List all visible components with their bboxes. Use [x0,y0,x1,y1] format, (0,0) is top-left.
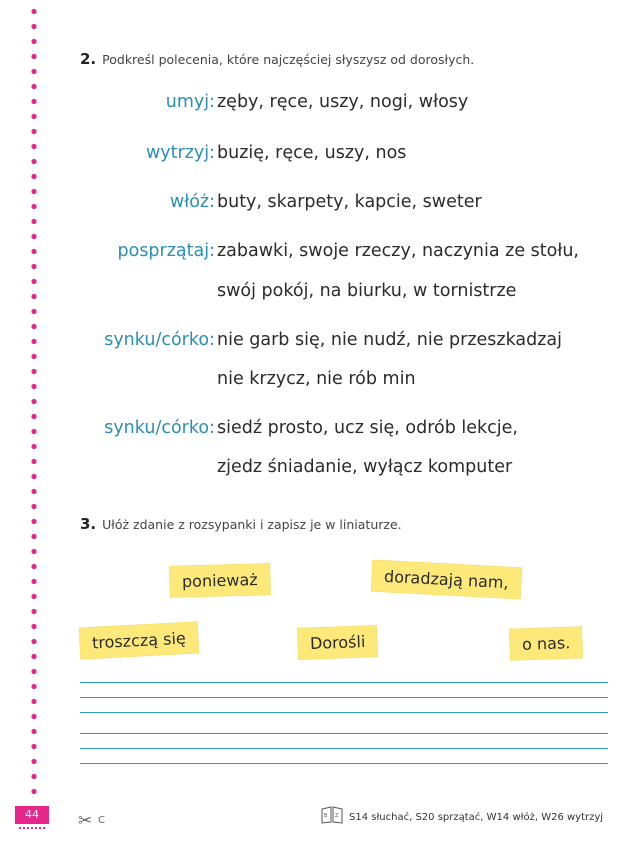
command-options[interactable]: zjedz śniadanie, wyłącz komputer [217,457,513,477]
command-keyword: umyj: [165,92,215,112]
command-options[interactable]: buty, skarpety, kapcie, sweter [217,192,482,212]
command-keyword: synku/córko: [104,330,215,350]
command-keyword: synku/córko: [104,418,215,438]
command-options[interactable]: nie krzycz, nie rób min [217,369,416,389]
book-icon [321,806,343,824]
scissors-icon: ✂ [78,811,93,831]
command-options[interactable]: buzię, ręce, uszy, nos [217,143,407,163]
task-instruction: Ułóż zdanie z rozsypanki i zapisz je w liniaturze. [102,517,402,532]
word-card[interactable]: troszczą się [79,622,198,659]
command-options[interactable]: zabawki, swoje rzeczy, naczynia ze stołu, [217,241,579,261]
command-options[interactable]: nie garb się, nie nudź, nie przeszkadzaj [217,330,563,350]
command-keyword: włóż: [169,192,215,212]
task-number: 3. [80,515,97,533]
task-number: 2. [80,50,97,68]
word-card[interactable]: doradzają nam, [371,560,521,599]
word-card[interactable]: Dorośli [297,626,377,660]
page-number-badge: 44 [15,806,49,824]
command-options[interactable]: siedź prosto, ucz się, odrób lekcje, [217,418,518,438]
task-3-heading [80,515,402,533]
command-keyword: wytrzyj: [145,143,215,163]
word-card[interactable]: ponieważ [170,564,270,598]
task-2-heading [80,50,474,68]
svg-text:Z: Z [335,813,339,819]
command-keyword: posprzątaj: [117,241,215,261]
dotted-margin-decoration [28,4,40,804]
footer-c-label: C [98,815,105,826]
task-instruction: Podkreśl polecenia, które najczęściej słyszysz od dorosłych. [102,52,475,67]
svg-text:B: B [324,813,328,819]
word-card[interactable]: o nas. [509,627,582,661]
command-options[interactable]: swój pokój, na biurku, w tornistrze [217,281,517,301]
command-options[interactable]: zęby, ręce, uszy, nogi, włosy [217,92,469,112]
writing-lines[interactable] [80,682,608,764]
footer-reference: S14 słuchać, S20 sprzątać, W14 włóż, W26 wytrzyj [349,812,604,823]
